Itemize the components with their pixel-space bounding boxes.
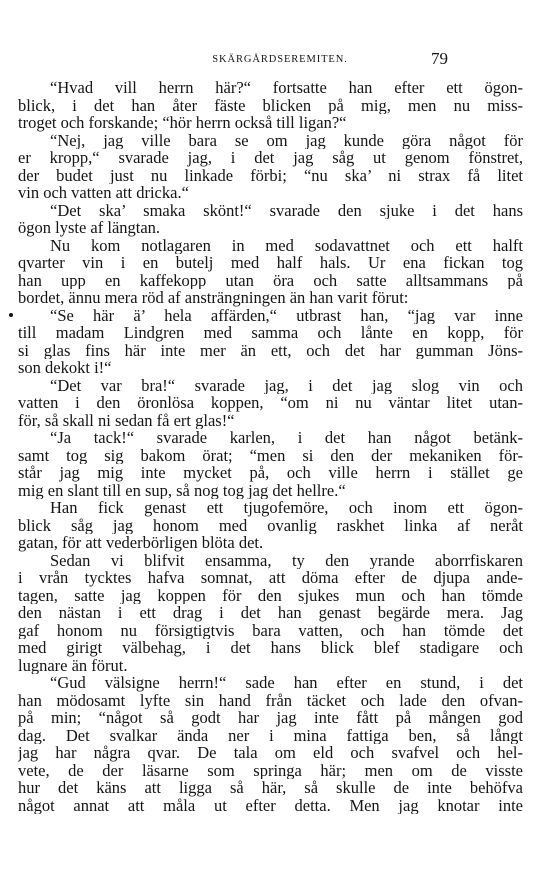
text-line: han mödosamt lyfte sin hand från täcket och lade den ofvan- [18,691,523,709]
text-line: “Ja tack!“ svarade karlen, i det han något betänk- [50,429,523,447]
text-line: son dekokt i!“ [18,359,112,377]
text-line: något annat att måla ut efter detta. Men jag knotar inte [18,796,523,814]
text-line: dag. Det svalkar ända ner i mina fattiga ben, så långt [18,726,523,744]
text-line: blick såg jag honom med ovanlig raskhet linka af neråt [18,516,523,534]
text-line: med girigt välbehag, i det hans blick blef stadigare och [18,639,523,657]
text-line: till madam Lindgren med samma och lånte en kopp, för [18,324,523,342]
text-line: vete, de der läsarne som springa här; men om de visste [18,761,523,779]
text-line: “Det var bra!“ svarade jag, i det jag slog vin och [50,376,523,394]
text-line: för, så skall ni sedan få ert glas!“ [18,411,235,429]
text-line: på min; “något så godt har jag inte fått på mången god [18,709,523,727]
page-number: 79 [431,49,448,68]
text-line: “Nej, jag ville bara se om jag kunde göra något för [50,131,523,149]
text-line: blick, i det han åter fäste blicken på mig, men nu miss- [18,96,523,114]
text-line: vin och vatten att dricka.“ [18,184,189,202]
text-line: den nästan i ett drag i det han genast begärde mera. Jag [18,604,523,622]
text-line: “Se här ä’ hela affärden,“ utbrast han, “jag var inne [50,306,523,324]
text-line: gaf honom nu försigtigtvis bara vatten, och han tömde det [18,621,523,639]
margin-mark [9,313,13,317]
text-line: mig en slant till en sup, så nog tog jag det hellre.“ [18,481,346,499]
text-line: han upp en kaffekopp utan öra och satte alltsammans på [18,271,523,289]
text-line: hur det käns att ligga så här, så skulle de inte behöfva [18,779,523,797]
text-line: Sedan vi blifvit ensamma, ty den yrande aborrfiskaren [50,551,523,569]
text-line: vatten i den öronlösa koppen, “om ni nu väntar litet utan- [18,394,523,412]
text-line: “Gud välsigne herrn!“ sade han efter en stund, i det [50,674,523,692]
text-line: gatan, för att vederbörligen blöta det. [18,534,264,552]
text-line: qvarter vin i en butelj med half hals. Ur ena fickan tog [18,254,523,272]
text-line: tagen, satte jag koppen för den sjukes mun och han tömde [18,586,523,604]
text-line: lugnare än förut. [18,656,128,674]
text-line: jag har några qvar. De tala om eld och svafvel och hel- [18,744,523,762]
text-line: si glas fins här inte mer än ett, och det har gumman Jöns- [18,341,523,359]
text-line: “Det ska’ smaka skönt!“ svarade den sjuke i det hans [50,201,523,219]
body-text [18,79,523,814]
text-line: ögon lyste af längtan. [18,219,161,237]
text-line: bordet, ännu mera röd af ansträngningen än han varit förut: [18,289,409,307]
page-header [30,49,530,72]
text-line: “Hvad vill herrn här?“ fortsatte han efter ett ögon- [50,79,523,97]
text-line: står jag mig inte mycket på, och ville herrn i stället ge [18,464,523,482]
running-title: SKÄRGÅRDSEREMITEN. [212,54,348,65]
text-line: der budet just nu linkade förbi; “nu ska’ ni strax få litet [18,166,523,184]
text-line: i vrån tycktes hafva somnat, att döma efter de djupa ande- [18,569,523,587]
text-line: troget och forskande; “hör herrn också till ligan?“ [18,114,347,132]
text-line: samt tog sig bakom örat; “men si den der mekaniken för- [18,446,523,464]
text-line: Nu kom notlagaren in med sodavattnet och ett halft [50,236,523,254]
text-line: er kropp,“ svarade jag, i det jag såg ut genom fönstret, [18,149,523,167]
text-line: Han fick genast ett tjugofemöre, och inom ett ögon- [50,499,523,517]
